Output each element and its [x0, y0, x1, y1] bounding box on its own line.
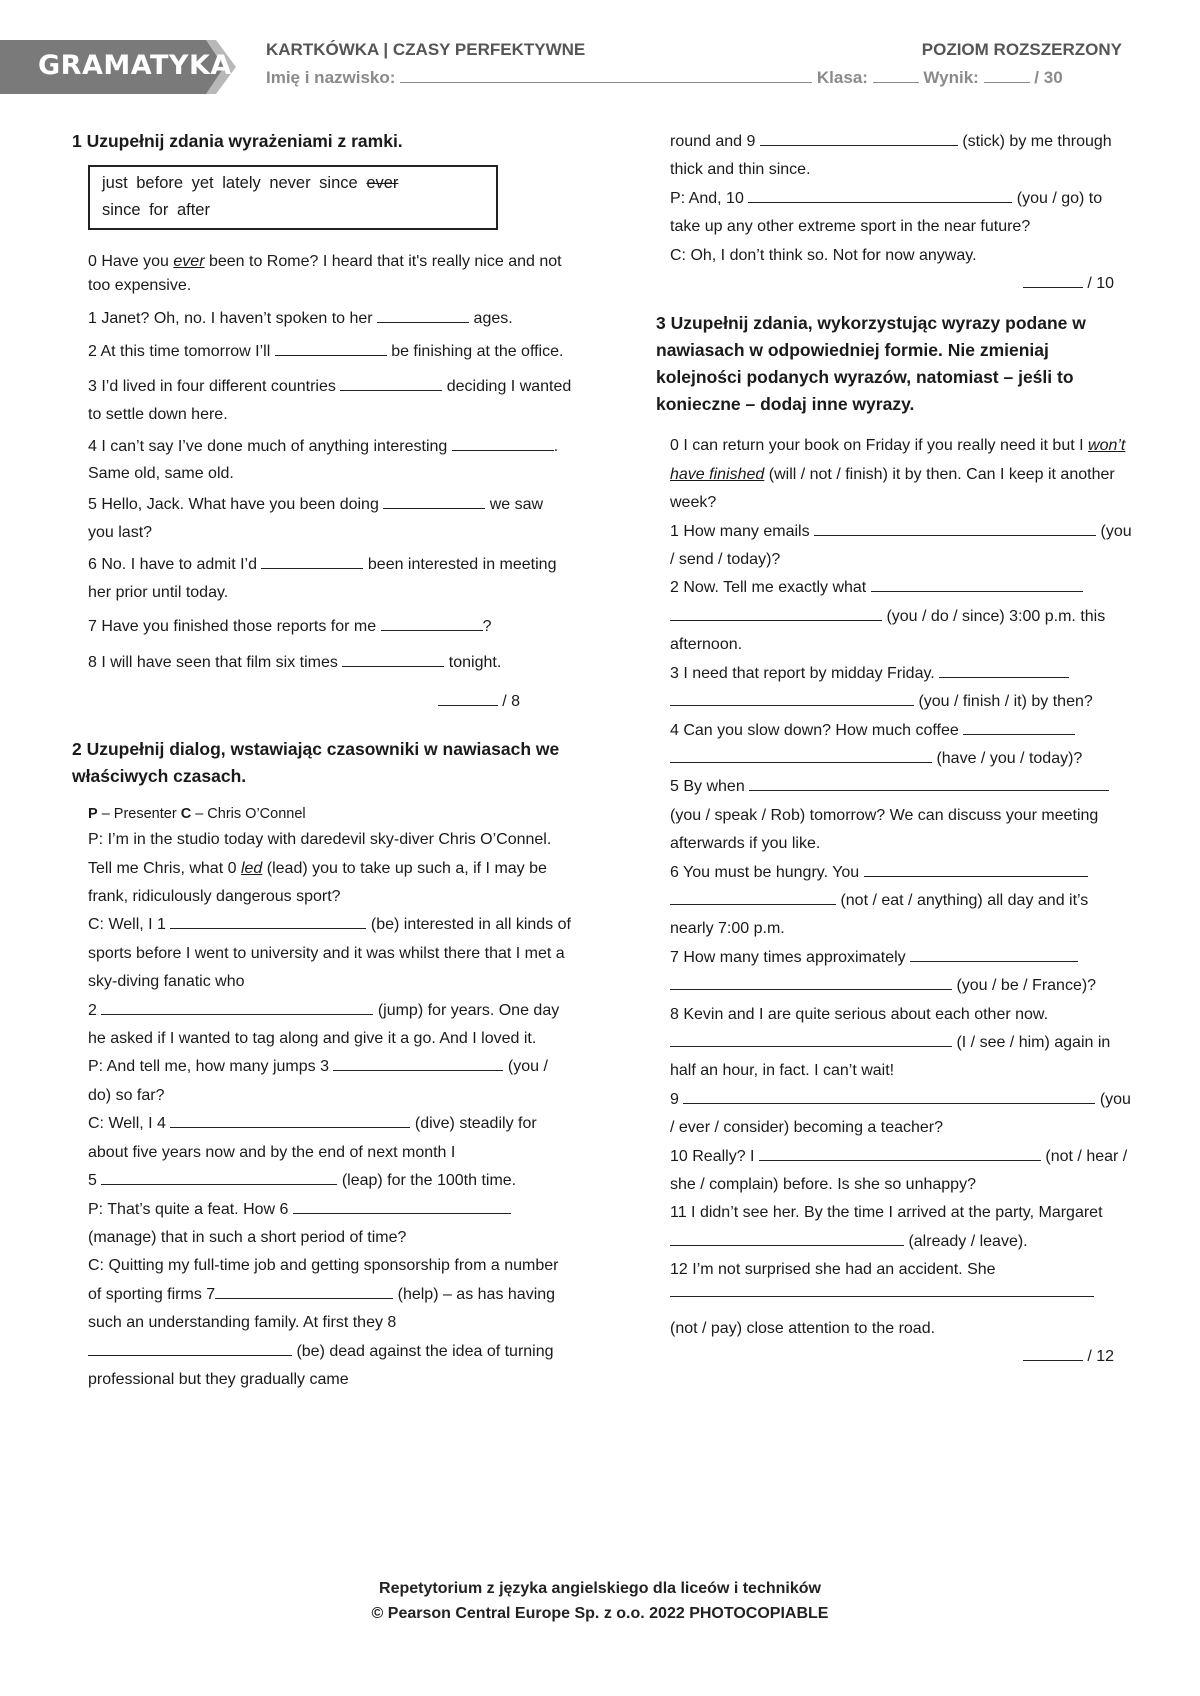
answer-blank[interactable] — [381, 619, 483, 631]
dialog-text: 2 — [88, 1001, 97, 1019]
answer-blank[interactable] — [814, 524, 1096, 536]
item-text: 9 — [670, 1090, 679, 1108]
item-text: 8 Kevin and I are quite serious about each other now. — [670, 1005, 1049, 1023]
item-text: 5 Hello, Jack. What have you been doing — [88, 496, 379, 513]
item-text: 1 Janet? Oh, no. I haven’t spoken to her — [88, 310, 373, 327]
item-text: (you / ever / consider) becoming a teacher? — [670, 1090, 1131, 1137]
score-max: / 8 — [502, 692, 520, 710]
answer-blank[interactable] — [670, 1285, 1094, 1297]
left-column — [72, 128, 572, 1394]
item-text: (you / speak / Rob) tomorrow? We can discuss your meeting afterwards if you like. — [670, 806, 1099, 853]
answer-blank[interactable] — [452, 439, 554, 451]
answer-blank[interactable] — [670, 1234, 904, 1246]
class-field[interactable] — [873, 69, 919, 83]
task2-score — [656, 270, 1114, 298]
page-footer — [0, 1576, 1200, 1626]
dialog-text: P: And, 10 — [670, 189, 744, 207]
item-text: 5 By when — [670, 778, 745, 796]
answer-blank[interactable] — [760, 134, 958, 146]
example-text: been to Rome? I heard that it's really nice and not too expensive. — [88, 253, 562, 294]
dialog-text: C: Quitting my full-time job and getting sponsorship from a number of sporting firms 7 — [88, 1257, 559, 1303]
word-box-line2: since for after — [102, 201, 210, 219]
score-blank[interactable] — [1023, 1349, 1083, 1361]
answer-blank[interactable] — [748, 191, 1012, 203]
answer-blank[interactable] — [749, 779, 1109, 791]
answer-blank[interactable] — [670, 1035, 952, 1047]
student-info-row — [266, 68, 1063, 88]
dialog-body — [88, 826, 572, 1394]
answer-blank[interactable] — [101, 1173, 337, 1185]
task1-item-8 — [88, 649, 572, 677]
example-answer: led — [240, 859, 263, 877]
item-text: 6 You must be hungry. You — [670, 863, 860, 881]
item-text: (already / leave). — [908, 1232, 1028, 1250]
task2-title: 2 Uzupełnij dialog, wstawiając czasowniki w nawiasach we właściwych czasach. — [72, 739, 560, 787]
legend-text: – Presenter — [101, 806, 177, 823]
answer-blank[interactable] — [88, 1344, 292, 1356]
example-text: 0 Have you — [88, 253, 169, 270]
item-text: 4 I can’t say I’ve done much of anything interesting — [88, 438, 448, 455]
dialog-text: P: I’m in the studio today with daredevil sky-diver Chris O’Connel. Tell me Chris, what 0 — [88, 831, 552, 877]
worksheet-title: KARTKÓWKA | CZASY PERFEKTYWNE — [266, 40, 586, 59]
dialog-text: (be) dead against the idea of turning professional but they gradually came — [88, 1342, 554, 1388]
item-text: 3 I need that report by midday Friday. — [670, 664, 935, 682]
item-text: (have / you / today)? — [936, 749, 1083, 767]
item-text: 7 Have you finished those reports for me — [88, 618, 377, 635]
dialog-text: P: That’s quite a feat. How 6 — [88, 1200, 289, 1218]
answer-blank[interactable] — [377, 311, 469, 323]
score-max: / 10 — [1087, 275, 1114, 293]
dialog-text: (leap) for the 100th time. — [341, 1172, 517, 1190]
answer-blank[interactable] — [333, 1059, 503, 1071]
item-text: (you / be / France)? — [956, 977, 1097, 995]
item-text: . Same old, same old. — [88, 438, 559, 482]
task1-title: 1 Uzupełnij zdania wyrażeniami z ramki. — [72, 131, 403, 151]
dialog-text: C: Oh, I don’t think so. Not for now anyway. — [670, 246, 977, 264]
answer-blank[interactable] — [939, 666, 1069, 678]
task1-score — [72, 688, 520, 716]
item-text: 2 At this time tomorrow I’ll — [88, 343, 271, 360]
item-text: 8 I will have seen that film six times — [88, 654, 338, 672]
item-text: (you / send / today)? — [670, 522, 1132, 569]
dialog-text: C: Well, I 1 — [88, 916, 166, 934]
score-max: / 30 — [1034, 68, 1063, 87]
task3-score — [656, 1343, 1114, 1371]
item-text: (will / not / finish) it by then. Can I keep it another week? — [670, 465, 1115, 512]
item-text: 0 I can return your book on Friday if you really need it but I — [670, 437, 1084, 455]
item-text: (you / finish / it) by then? — [918, 693, 1093, 711]
answer-blank[interactable] — [670, 694, 914, 706]
item-text: 3 I’d lived in four different countries — [88, 378, 336, 395]
dialog-text: 5 — [88, 1172, 97, 1190]
dialog-continued — [670, 128, 1136, 270]
answer-blank[interactable] — [864, 865, 1088, 877]
name-field[interactable] — [400, 69, 812, 83]
dialog-text: (help) – as has having such an understanding family. At first they 8 — [88, 1285, 556, 1332]
item-text: be finishing at the office. — [391, 343, 564, 360]
answer-blank[interactable] — [340, 379, 442, 391]
name-label: Imię i nazwisko: — [266, 68, 396, 87]
item-text: ? — [482, 618, 492, 635]
task1-item-1 — [88, 306, 572, 331]
footer-publication: Repetytorium z języka angielskiego dla liceów i techników — [379, 1580, 821, 1597]
item-text: 4 Can you slow down? How much coffee — [670, 721, 959, 739]
answer-blank[interactable] — [670, 893, 836, 905]
task1-item-4 — [88, 433, 572, 487]
item-text: 6 No. I have to admit I’d — [88, 556, 257, 573]
answer-blank[interactable] — [683, 1092, 1095, 1104]
item-text: we saw you last? — [88, 496, 544, 541]
right-column — [656, 128, 1136, 1372]
dialog-text: (manage) that in such a short period of time? — [88, 1228, 407, 1246]
example-answer: ever — [173, 253, 205, 270]
dialog-text: (stick) by me through thick and thin since. — [670, 133, 1112, 179]
dialog-text: P: And tell me, how many jumps 3 — [88, 1058, 329, 1076]
legend-key: P — [88, 806, 98, 823]
task1-item-7 — [88, 613, 572, 641]
task1-item-3 — [88, 373, 572, 429]
banner-label: GRAMATYKA — [38, 50, 232, 81]
section-banner — [0, 40, 236, 94]
dialog-legend — [88, 802, 572, 826]
task1-item-2 — [88, 339, 572, 365]
score-blank[interactable] — [438, 694, 498, 706]
item-text: deciding I wanted to settle down here. — [88, 378, 572, 423]
answer-blank[interactable] — [342, 655, 444, 667]
score-blank[interactable] — [1023, 276, 1083, 288]
dialog-text: (jump) for years. One day he asked if I wanted to tag along and give it a go. And I loved it. — [88, 1001, 560, 1048]
task3-title: 3 Uzupełnij zdania, wykorzystując wyrazy podane w nawiasach w odpowiedniej formie. Nie zmieniaj kolejności podanych wyrazów, natomiast – jeśli to konieczne – dodaj inne wyrazy. — [656, 313, 1086, 415]
item-text: (you / do / since) 3:00 p.m. this afternoon. — [670, 607, 1106, 654]
answer-blank[interactable] — [759, 1149, 1041, 1161]
item-text: 11 I didn’t see her. By the time I arrived at the party, Margaret — [670, 1204, 1103, 1222]
item-text: 7 How many times approximately — [670, 948, 906, 966]
item-text: 12 I’m not surprised she had an accident. She — [670, 1261, 996, 1279]
answer-blank[interactable] — [670, 751, 932, 763]
answer-blank[interactable] — [170, 1116, 410, 1128]
item-text: 10 Really? I — [670, 1147, 755, 1165]
example-answer: won’t have finished — [670, 437, 1126, 483]
dialog-text: (you / do) so far? — [88, 1058, 548, 1104]
item-text: (not / eat / anything) all day and it’s nearly 7:00 p.m. — [670, 891, 1089, 938]
item-text: been interested in meeting her prior until today. — [88, 556, 557, 601]
legend-text: – Chris O’Connel — [195, 806, 306, 823]
answer-blank[interactable] — [170, 917, 366, 929]
footer-copyright: © Pearson Central Europe Sp. z o.o. 2022 PHOTOCOPIABLE — [371, 1605, 829, 1622]
answer-blank[interactable] — [910, 950, 1078, 962]
item-text: 1 How many emails — [670, 522, 810, 540]
answer-blank[interactable] — [275, 344, 387, 356]
dialog-text: round and 9 — [670, 133, 756, 150]
answer-blank[interactable] — [293, 1202, 511, 1214]
item-text: (not / hear / she / complain) before. Is she so unhappy? — [670, 1147, 1128, 1193]
answer-blank[interactable] — [670, 609, 882, 621]
answer-blank[interactable] — [670, 978, 952, 990]
task1-example — [88, 250, 572, 298]
dialog-text: (you / go) to take up any other extreme sport in the near future? — [670, 189, 1103, 236]
legend-key: C — [180, 806, 192, 823]
word-box-struck: ever — [366, 174, 399, 192]
answer-blank[interactable] — [261, 557, 363, 569]
task3-items — [670, 432, 1136, 1343]
dialog-text: (be) interested in all kinds of sports before I went to university and it was whilst there that I met a sky-diving fanatic who — [88, 916, 571, 991]
word-box-line1: just before yet lately never since — [102, 174, 358, 192]
word-box — [88, 165, 498, 230]
class-label: Klasa: — [816, 68, 868, 87]
answer-blank[interactable] — [215, 1287, 393, 1299]
item-text: ages. — [473, 310, 513, 327]
answer-blank[interactable] — [871, 580, 1083, 592]
answer-blank[interactable] — [383, 497, 485, 509]
score-label: Wynik: — [923, 68, 979, 87]
score-field[interactable] — [984, 69, 1030, 83]
score-max: / 12 — [1087, 1348, 1114, 1366]
level-label: POZIOM ROZSZERZONY — [921, 40, 1122, 59]
item-text: (I / see / him) again in half an hour, in fact. I can’t wait! — [670, 1033, 1111, 1080]
item-text: (not / pay) close attention to the road. — [670, 1320, 936, 1338]
item-text: tonight. — [448, 654, 502, 672]
answer-blank[interactable] — [101, 1003, 373, 1015]
dialog-text: C: Well, I 4 — [88, 1115, 166, 1133]
dialog-text: (lead) you to take up such a, if I may be frank, ridiculously dangerous sport? — [88, 859, 547, 906]
dialog-text: (dive) steadily for about five years now and by the end of next month I — [88, 1115, 537, 1161]
task1-item-6 — [88, 551, 572, 607]
answer-blank[interactable] — [963, 723, 1075, 735]
task1-item-5 — [88, 491, 572, 547]
item-text: 2 Now. Tell me exactly what — [670, 579, 867, 597]
